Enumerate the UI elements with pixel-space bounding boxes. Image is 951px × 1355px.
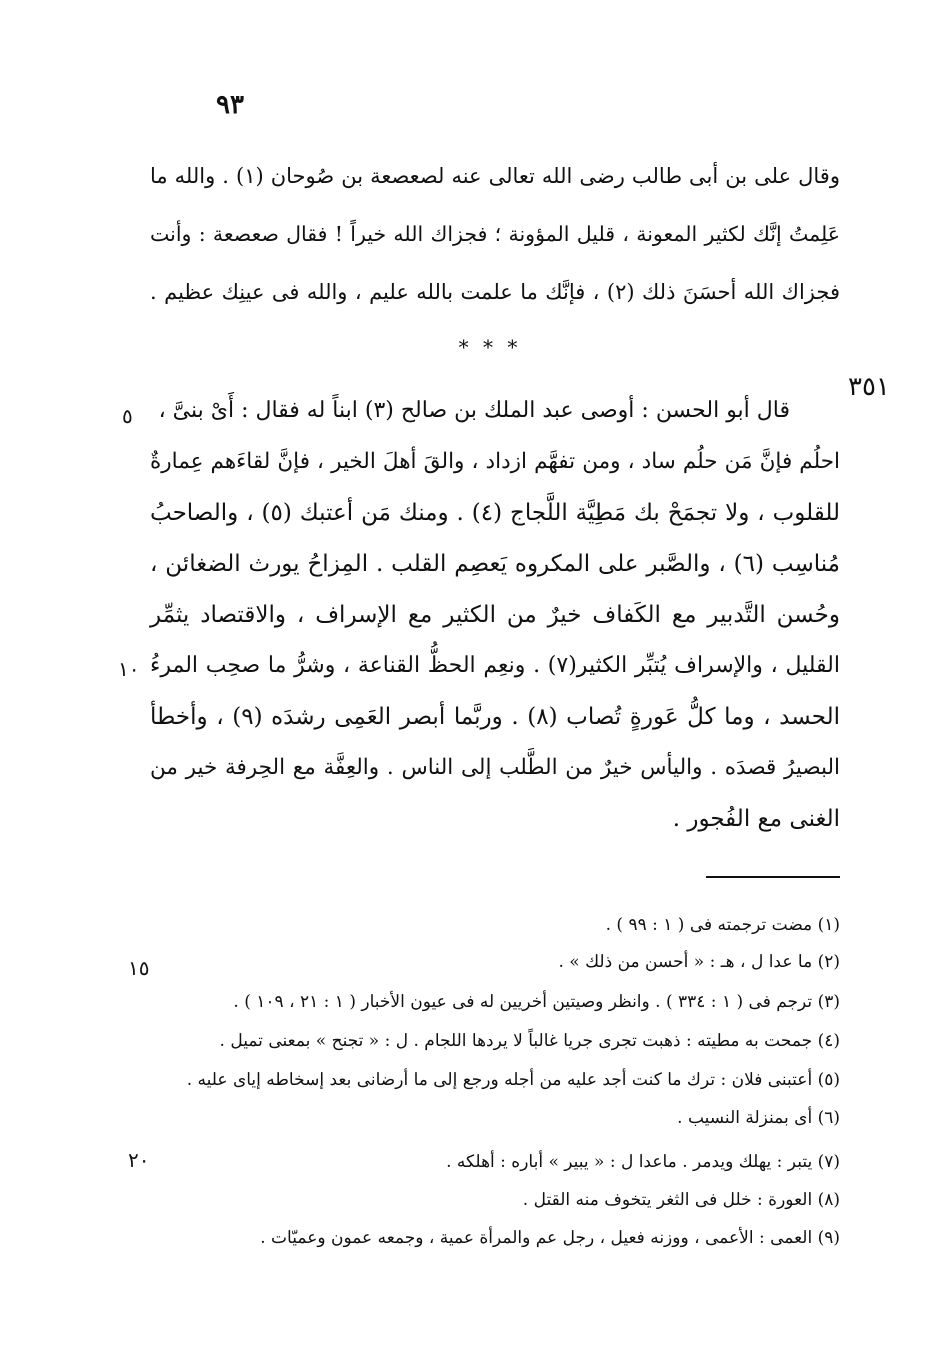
section2-line-1: قال أبو الحسن : أوصى عبد الملك بن صالح (٣) ابناً له فقال : أَىْ بنىَّ ، xyxy=(158,398,790,423)
footnote-4: (٤) جمحت به مطيته : ذهبت تجرى جريا غالباً لا يردها اللجام . ل : « تجنح » بمعنى تميل . xyxy=(219,1031,840,1051)
section2-line-9: الغنى مع الفُجور . xyxy=(672,806,840,832)
margin-line-number-20: ٢٠ xyxy=(128,1148,150,1172)
footnote-rule xyxy=(706,876,840,878)
margin-line-number-5: ٥ xyxy=(122,404,133,428)
footnote-8: (٨) العورة : خلل فى الثغر يتخوف منه القتل . xyxy=(522,1190,840,1210)
section2-line-3: للقلوب ، ولا تجمَحْ بك مَطِيَّة اللَّجاج (٤) . ومنك مَن أعتبك (٥) ، والصاحبُ xyxy=(150,500,840,526)
section2-line-2: احلُم فإنَّ مَن حلُم ساد ، ومن تفهَّم ازداد ، والقَ أهلَ الخير ، فإنَّ لقاءَهم عِمارةٌ xyxy=(150,449,840,474)
section2-line-5: وحُسن التَّدبير مع الكَفاف خيرٌ من الكثير مع الإسراف ، والاقتصاد يثمِّر xyxy=(150,602,840,628)
section1-line-3: فجزاك الله أحسَنَ ذلك (٢) ، فإنَّك ما علمت بالله عليم ، والله فى عينِك عظيم . xyxy=(150,280,840,304)
section2-line-6: القليل ، والإسراف يُتبِّر الكثير(٧) . ونعِم الحظُّ القناعة ، وشرُّ ما صحِب المرءُ xyxy=(150,653,840,678)
section-separator: * * * xyxy=(458,335,522,359)
footnote-3: (٣) ترجم فى ( ١ : ٣٣٤ ) . وانظر وصيتين أخريين له فى عيون الأخبار ( ١ : ٢١ ، ١٠٩ ) . xyxy=(233,992,840,1012)
footnote-2: (٢) ما عدا ل ، هـ : « أحسن من ذلك » . xyxy=(558,952,840,972)
margin-entry-number: ٣٥١ xyxy=(848,372,890,402)
section2-line-8: البصيرُ قصدَه . واليأس خيرٌ من الطَّلب إلى الناس . والعِفَّة مع الحِرفة خير من xyxy=(150,755,840,780)
section1-line-2: عَلِمتُ إنَّك لكثير المعونة ، قليل المؤونة ؛ فجزاك الله خيراً ! فقال صعصعة : وأنت xyxy=(150,222,840,246)
footnote-7: (٧) يتبر : يهلك ويدمر . ماعدا ل : « يبير » أباره : أهلكه . xyxy=(446,1152,840,1172)
footnote-5: (٥) أعتبنى فلان : ترك ما كنت أجد عليه من أجله ورجع إلى ما أرضانى بعد إسخاطه إياى عليه . xyxy=(186,1070,840,1090)
page-number: ٩٣ xyxy=(216,90,244,120)
margin-line-number-15: ١٥ xyxy=(128,956,150,980)
section1-line-1: وقال على بن أبى طالب رضى الله تعالى عنه لصعصعة بن صُوحان (١) . والله ما xyxy=(150,164,840,188)
section2-line-4: مُناسِب (٦) ، والصَّبر على المكروه يَعصِم القلب . المِزاحُ يورث الضغائن ، xyxy=(150,551,840,577)
section2-line-7: الحسد ، وما كلُّ عَورةٍ تُصاب (٨) . وربَّما أبصر العَمِى رشدَه (٩) ، وأخطأ xyxy=(150,704,841,730)
margin-line-number-10: ١٠ xyxy=(118,657,140,681)
footnote-1: (١) مضت ترجمته فى ( ١ : ٩٩ ) . xyxy=(605,915,840,935)
footnote-6: (٦) أى بمنزلة النسيب . xyxy=(677,1108,840,1128)
footnote-9: (٩) العمى : الأعمى ، ووزنه فعيل ، رجل عم والمرأة عمية ، وجمعه عمون وعميّات . xyxy=(260,1228,840,1248)
